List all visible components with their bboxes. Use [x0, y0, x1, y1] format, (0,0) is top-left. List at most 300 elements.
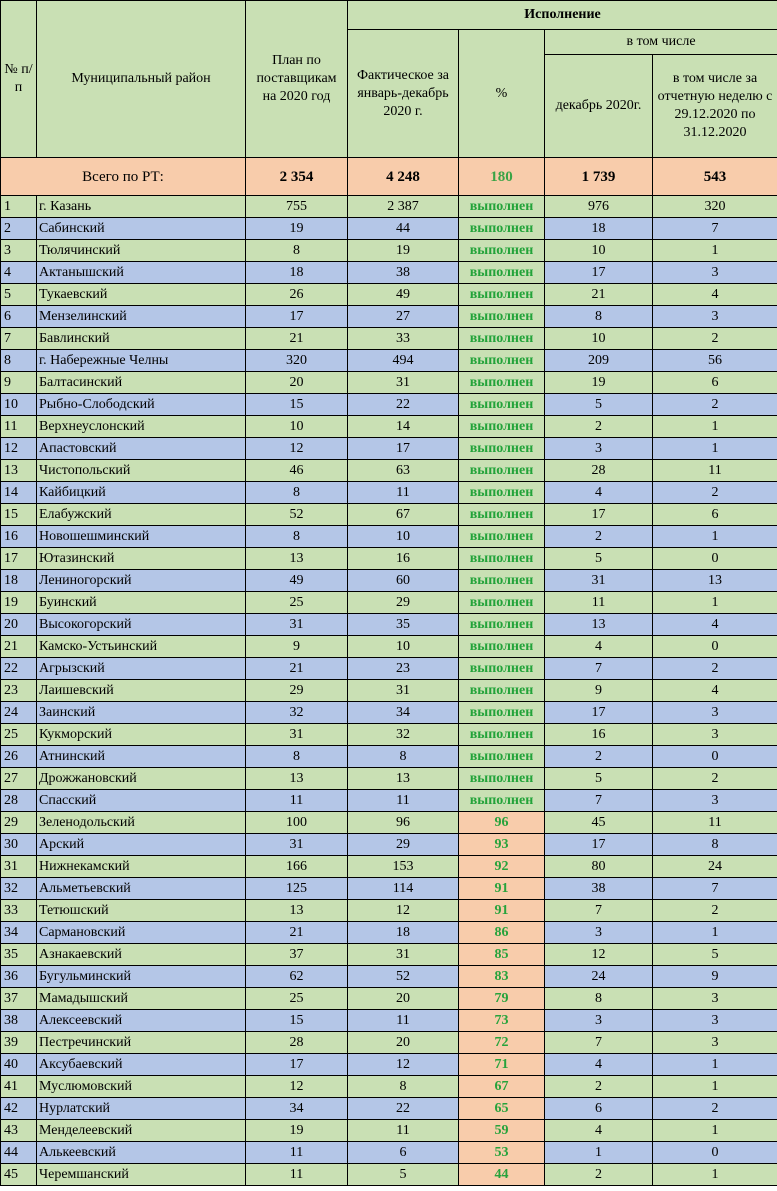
december-value: 28: [545, 460, 653, 482]
plan-value: 8: [246, 526, 348, 548]
table-row: [1, 746, 777, 768]
plan-value: 13: [246, 548, 348, 570]
table-row: [1, 1098, 777, 1120]
plan-value: 20: [246, 372, 348, 394]
week-value: 1: [653, 240, 777, 262]
fact-value: 34: [348, 702, 459, 724]
header-fact: Фактическое за январь-декабрь 2020 г.: [348, 30, 459, 158]
row-number: 30: [1, 834, 37, 856]
district-name: Спасский: [37, 790, 246, 812]
pct-value: 59: [459, 1120, 545, 1142]
plan-value: 25: [246, 592, 348, 614]
december-value: 10: [545, 328, 653, 350]
plan-value: 13: [246, 768, 348, 790]
plan-value: 25: [246, 988, 348, 1010]
week-value: 4: [653, 614, 777, 636]
week-value: 2: [653, 482, 777, 504]
december-value: 3: [545, 922, 653, 944]
table-row: [1, 548, 777, 570]
fact-value: 20: [348, 1032, 459, 1054]
december-value: 9: [545, 680, 653, 702]
december-value: 5: [545, 768, 653, 790]
week-value: 1: [653, 922, 777, 944]
district-name: Камско-Устьинский: [37, 636, 246, 658]
district-name: Черемшанский: [37, 1164, 246, 1186]
fact-value: 23: [348, 658, 459, 680]
week-value: 11: [653, 460, 777, 482]
pct-value: 65: [459, 1098, 545, 1120]
total-fact: 4 248: [348, 158, 459, 196]
plan-value: 15: [246, 394, 348, 416]
pct-value: 96: [459, 812, 545, 834]
plan-value: 62: [246, 966, 348, 988]
pct-value: выполнен: [459, 724, 545, 746]
total-label: Всего по РТ:: [1, 158, 246, 196]
fact-value: 10: [348, 636, 459, 658]
row-number: 29: [1, 812, 37, 834]
table-row: [1, 1076, 777, 1098]
december-value: 16: [545, 724, 653, 746]
district-name: Бугульминский: [37, 966, 246, 988]
week-value: 1: [653, 1076, 777, 1098]
row-number: 18: [1, 570, 37, 592]
district-name: Альметьевский: [37, 878, 246, 900]
week-value: 2: [653, 658, 777, 680]
plan-value: 21: [246, 328, 348, 350]
row-number: 38: [1, 1010, 37, 1032]
district-name: Актанышский: [37, 262, 246, 284]
pct-value: выполнен: [459, 416, 545, 438]
week-value: 3: [653, 1010, 777, 1032]
pct-value: 86: [459, 922, 545, 944]
december-value: 80: [545, 856, 653, 878]
pct-value: выполнен: [459, 372, 545, 394]
fact-value: 52: [348, 966, 459, 988]
week-value: 3: [653, 306, 777, 328]
plan-value: 49: [246, 570, 348, 592]
district-name: Ютазинский: [37, 548, 246, 570]
row-number: 14: [1, 482, 37, 504]
district-name: Верхнеуслонский: [37, 416, 246, 438]
fact-value: 49: [348, 284, 459, 306]
december-value: 3: [545, 438, 653, 460]
fact-value: 60: [348, 570, 459, 592]
district-name: Мензелинский: [37, 306, 246, 328]
table-row: [1, 1032, 777, 1054]
district-name: Бавлинский: [37, 328, 246, 350]
week-value: 4: [653, 680, 777, 702]
december-value: 17: [545, 834, 653, 856]
fact-value: 19: [348, 240, 459, 262]
table-row: [1, 394, 777, 416]
december-value: 21: [545, 284, 653, 306]
table-row: [1, 504, 777, 526]
plan-value: 9: [246, 636, 348, 658]
pct-value: выполнен: [459, 482, 545, 504]
table-row: [1, 240, 777, 262]
plan-value: 37: [246, 944, 348, 966]
pct-value: выполнен: [459, 394, 545, 416]
december-value: 4: [545, 1120, 653, 1142]
row-number: 26: [1, 746, 37, 768]
district-name: Аксубаевский: [37, 1054, 246, 1076]
table-row: [1, 944, 777, 966]
pct-value: выполнен: [459, 592, 545, 614]
fact-value: 11: [348, 1010, 459, 1032]
fact-value: 20: [348, 988, 459, 1010]
district-name: Тюлячинский: [37, 240, 246, 262]
week-value: 6: [653, 372, 777, 394]
pct-value: 91: [459, 900, 545, 922]
header-num: № п/п: [1, 1, 37, 158]
table-row: [1, 284, 777, 306]
district-name: г. Казань: [37, 196, 246, 218]
december-value: 17: [545, 262, 653, 284]
row-number: 21: [1, 636, 37, 658]
row-number: 22: [1, 658, 37, 680]
table-header: [1, 1, 777, 158]
total-week: 543: [653, 158, 777, 196]
plan-value: 19: [246, 218, 348, 240]
week-value: 2: [653, 328, 777, 350]
fact-value: 8: [348, 746, 459, 768]
row-number: 42: [1, 1098, 37, 1120]
header-execution: Исполнение: [348, 1, 777, 30]
december-value: 2: [545, 746, 653, 768]
table-row: [1, 570, 777, 592]
december-value: 13: [545, 614, 653, 636]
row-number: 25: [1, 724, 37, 746]
table-row: [1, 614, 777, 636]
pct-value: выполнен: [459, 328, 545, 350]
december-value: 2: [545, 526, 653, 548]
row-number: 41: [1, 1076, 37, 1098]
row-number: 17: [1, 548, 37, 570]
pct-value: выполнен: [459, 570, 545, 592]
pct-value: выполнен: [459, 658, 545, 680]
fact-value: 114: [348, 878, 459, 900]
week-value: 1: [653, 1054, 777, 1076]
district-name: Мамадышский: [37, 988, 246, 1010]
week-value: 0: [653, 1142, 777, 1164]
december-value: 38: [545, 878, 653, 900]
week-value: 3: [653, 724, 777, 746]
fact-value: 38: [348, 262, 459, 284]
week-value: 1: [653, 526, 777, 548]
district-rows: [1, 196, 777, 1186]
december-value: 17: [545, 504, 653, 526]
plan-value: 21: [246, 658, 348, 680]
plan-value: 17: [246, 1054, 348, 1076]
header-week: в том числе за отчетную неделю с 29.12.2020 по 31.12.2020: [653, 55, 777, 158]
fact-value: 11: [348, 482, 459, 504]
row-number: 23: [1, 680, 37, 702]
december-value: 4: [545, 1054, 653, 1076]
table-row: [1, 196, 777, 218]
row-number: 32: [1, 878, 37, 900]
header-pct: %: [459, 30, 545, 158]
row-number: 28: [1, 790, 37, 812]
row-number: 33: [1, 900, 37, 922]
table-row: [1, 878, 777, 900]
table-row: [1, 218, 777, 240]
table-row: [1, 460, 777, 482]
row-number: 15: [1, 504, 37, 526]
plan-value: 18: [246, 262, 348, 284]
table-row: [1, 834, 777, 856]
week-value: 1: [653, 1120, 777, 1142]
district-name: Чистопольский: [37, 460, 246, 482]
table-row: [1, 1142, 777, 1164]
december-value: 3: [545, 1010, 653, 1032]
december-value: 19: [545, 372, 653, 394]
table-row: [1, 790, 777, 812]
row-number: 6: [1, 306, 37, 328]
table-row: [1, 350, 777, 372]
plan-value: 17: [246, 306, 348, 328]
plan-value: 100: [246, 812, 348, 834]
row-number: 40: [1, 1054, 37, 1076]
plan-value: 34: [246, 1098, 348, 1120]
row-number: 5: [1, 284, 37, 306]
december-value: 6: [545, 1098, 653, 1120]
december-value: 976: [545, 196, 653, 218]
district-name: Нижнекамский: [37, 856, 246, 878]
pct-value: 44: [459, 1164, 545, 1186]
table-row: [1, 262, 777, 284]
fact-value: 67: [348, 504, 459, 526]
table-row: [1, 900, 777, 922]
district-name: Дрожжановский: [37, 768, 246, 790]
week-value: 3: [653, 262, 777, 284]
row-number: 2: [1, 218, 37, 240]
pct-value: выполнен: [459, 746, 545, 768]
december-value: 7: [545, 658, 653, 680]
table-row: [1, 306, 777, 328]
pct-value: выполнен: [459, 306, 545, 328]
district-name: Лаишевский: [37, 680, 246, 702]
table-row: [1, 482, 777, 504]
december-value: 7: [545, 790, 653, 812]
pct-value: выполнен: [459, 284, 545, 306]
district-name: Высокогорский: [37, 614, 246, 636]
row-number: 10: [1, 394, 37, 416]
december-value: 2: [545, 416, 653, 438]
row-number: 16: [1, 526, 37, 548]
district-name: Кайбицкий: [37, 482, 246, 504]
week-value: 2: [653, 900, 777, 922]
district-name: Тетюшский: [37, 900, 246, 922]
fact-value: 27: [348, 306, 459, 328]
fact-value: 5: [348, 1164, 459, 1186]
row-number: 1: [1, 196, 37, 218]
fact-value: 22: [348, 1098, 459, 1120]
table-row: [1, 1054, 777, 1076]
fact-value: 153: [348, 856, 459, 878]
fact-value: 12: [348, 1054, 459, 1076]
district-name: Буинский: [37, 592, 246, 614]
table-row: [1, 592, 777, 614]
pct-value: 83: [459, 966, 545, 988]
fact-value: 13: [348, 768, 459, 790]
week-value: 2: [653, 394, 777, 416]
pct-value: 91: [459, 878, 545, 900]
week-value: 2: [653, 768, 777, 790]
week-value: 24: [653, 856, 777, 878]
fact-value: 63: [348, 460, 459, 482]
pct-value: выполнен: [459, 438, 545, 460]
pct-value: выполнен: [459, 636, 545, 658]
fact-value: 12: [348, 900, 459, 922]
district-name: Атнинский: [37, 746, 246, 768]
row-number: 4: [1, 262, 37, 284]
fact-value: 11: [348, 1120, 459, 1142]
fact-value: 31: [348, 680, 459, 702]
pct-value: выполнен: [459, 614, 545, 636]
pct-value: 72: [459, 1032, 545, 1054]
week-value: 0: [653, 548, 777, 570]
pct-value: выполнен: [459, 196, 545, 218]
december-value: 4: [545, 482, 653, 504]
fact-value: 31: [348, 944, 459, 966]
table-row: [1, 724, 777, 746]
table-row: [1, 438, 777, 460]
december-value: 1: [545, 1142, 653, 1164]
table-row: [1, 372, 777, 394]
table-row: [1, 922, 777, 944]
district-name: Балтасинский: [37, 372, 246, 394]
table-row: [1, 702, 777, 724]
total-row: [1, 158, 777, 196]
header-including: в том числе: [545, 30, 777, 55]
pct-value: выполнен: [459, 680, 545, 702]
header-december: декабрь 2020г.: [545, 55, 653, 158]
district-name: Кукморский: [37, 724, 246, 746]
table-row: [1, 328, 777, 350]
district-name: Азнакаевский: [37, 944, 246, 966]
fact-value: 29: [348, 592, 459, 614]
row-number: 3: [1, 240, 37, 262]
district-name: Пестречинский: [37, 1032, 246, 1054]
week-value: 3: [653, 702, 777, 724]
table-row: [1, 856, 777, 878]
week-value: 0: [653, 636, 777, 658]
plan-value: 125: [246, 878, 348, 900]
row-number: 19: [1, 592, 37, 614]
fact-value: 14: [348, 416, 459, 438]
table-row: [1, 1164, 777, 1186]
week-value: 6: [653, 504, 777, 526]
fact-value: 35: [348, 614, 459, 636]
plan-value: 19: [246, 1120, 348, 1142]
week-value: 13: [653, 570, 777, 592]
plan-value: 21: [246, 922, 348, 944]
pct-value: 92: [459, 856, 545, 878]
december-value: 8: [545, 306, 653, 328]
district-name: Сабинский: [37, 218, 246, 240]
december-value: 2: [545, 1164, 653, 1186]
fact-value: 96: [348, 812, 459, 834]
week-value: 1: [653, 416, 777, 438]
plan-value: 28: [246, 1032, 348, 1054]
row-number: 36: [1, 966, 37, 988]
row-number: 24: [1, 702, 37, 724]
plan-value: 11: [246, 790, 348, 812]
district-name: Рыбно-Слободский: [37, 394, 246, 416]
pct-value: 67: [459, 1076, 545, 1098]
district-name: Зеленодольский: [37, 812, 246, 834]
week-value: 56: [653, 350, 777, 372]
table-row: [1, 416, 777, 438]
week-value: 3: [653, 1032, 777, 1054]
week-value: 11: [653, 812, 777, 834]
pct-value: выполнен: [459, 702, 545, 724]
pct-value: выполнен: [459, 790, 545, 812]
week-value: 1: [653, 438, 777, 460]
row-number: 27: [1, 768, 37, 790]
december-value: 8: [545, 988, 653, 1010]
plan-value: 11: [246, 1142, 348, 1164]
header-district: Муниципальный район: [37, 1, 246, 158]
pct-value: выполнен: [459, 526, 545, 548]
row-number: 37: [1, 988, 37, 1010]
row-number: 9: [1, 372, 37, 394]
fact-value: 6: [348, 1142, 459, 1164]
fact-value: 494: [348, 350, 459, 372]
total-pct: 180: [459, 158, 545, 196]
december-value: 7: [545, 900, 653, 922]
plan-value: 31: [246, 834, 348, 856]
row-number: 34: [1, 922, 37, 944]
table-row: [1, 812, 777, 834]
district-name: Апастовский: [37, 438, 246, 460]
fact-value: 44: [348, 218, 459, 240]
pct-value: 73: [459, 1010, 545, 1032]
week-value: 3: [653, 988, 777, 1010]
pct-value: выполнен: [459, 350, 545, 372]
table-row: [1, 768, 777, 790]
pct-value: 53: [459, 1142, 545, 1164]
december-value: 31: [545, 570, 653, 592]
week-value: 1: [653, 1164, 777, 1186]
district-name: Муслюмовский: [37, 1076, 246, 1098]
pct-value: выполнен: [459, 240, 545, 262]
december-value: 11: [545, 592, 653, 614]
table-row: [1, 1010, 777, 1032]
pct-value: выполнен: [459, 218, 545, 240]
table-row: [1, 966, 777, 988]
district-name: Арский: [37, 834, 246, 856]
row-number: 31: [1, 856, 37, 878]
district-name: Елабужский: [37, 504, 246, 526]
total-section: [1, 158, 777, 196]
december-value: 17: [545, 702, 653, 724]
pct-value: выполнен: [459, 768, 545, 790]
row-number: 39: [1, 1032, 37, 1054]
week-value: 0: [653, 746, 777, 768]
table-row: [1, 636, 777, 658]
district-name: Нурлатский: [37, 1098, 246, 1120]
plan-value: 8: [246, 746, 348, 768]
december-value: 5: [545, 394, 653, 416]
fact-value: 32: [348, 724, 459, 746]
fact-value: 29: [348, 834, 459, 856]
district-name: г. Набережные Челны: [37, 350, 246, 372]
row-number: 12: [1, 438, 37, 460]
row-number: 8: [1, 350, 37, 372]
fact-value: 33: [348, 328, 459, 350]
plan-value: 26: [246, 284, 348, 306]
